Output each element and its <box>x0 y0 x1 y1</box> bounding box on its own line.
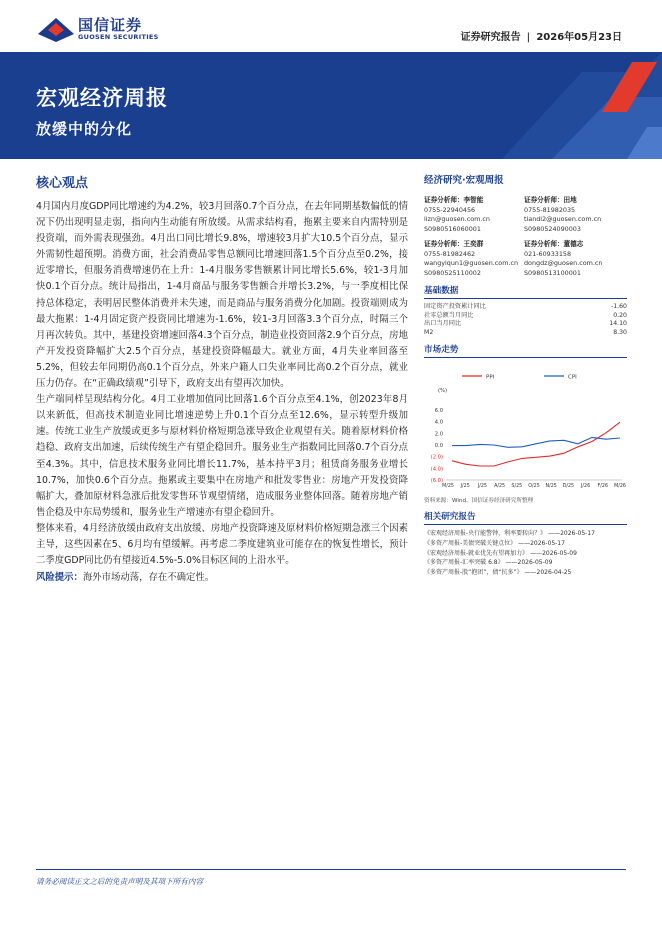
footer-disclaimer: 请务必阅读正文之后的免责声明及其项下所有内容 <box>36 877 204 886</box>
banner-decoration-graphic <box>442 52 662 159</box>
analyst-card <box>524 240 627 278</box>
ppi-cpi-chart-svg <box>424 362 627 494</box>
series-title: 经济研究·宏观周报 <box>424 175 504 186</box>
legend-label-ppi: PPI <box>486 374 495 381</box>
x-tick-label: S/25 <box>511 484 523 490</box>
related-reports-list <box>424 529 627 577</box>
analyst-phone: 021-60933158 <box>524 249 572 258</box>
basic-data-label: M2 <box>424 328 434 336</box>
analyst-name: 证券分析师：王奕群 <box>424 240 484 248</box>
guosen-logo-icon <box>38 16 74 42</box>
analyst-phone: 0755-22940456 <box>424 205 476 214</box>
x-tick-label: M/26 <box>614 484 626 490</box>
chart-source: 资料来源：Wind、国信证券经济研究所整理 <box>424 498 534 505</box>
related-reports-title: 相关研究报告 <box>424 510 627 525</box>
body-paragraph: 生产端同样呈现结构分化。4月工业增加值同比回落1.6个百分点至4.1%，创2023年8月以来新低，但高技术制造业同比增速逆势上升0.1个百分点至12.6%，显示转型升级加速。传统工业生产放缓或更多与原材料价格短期急涨导致企业观望有关。随着原材料价格趋稳、政府支出加速，后续传统生产有望企稳回升。服务业生产指数同比回落0.7个百分点至4.3%。其中，信息技术服务业同比增长11.7%，基本持平3月；租赁商务服务业增长10.7%，加快0.6个百分点。拖累或主要集中在房地产和批发零售业：房地产开发投资降幅扩大，叠加原材料急涨后批发零售环节观望情绪，造成服务业整体回落。随着房地产销售企稳及中东局势缓和，服务业生产增速亦有望企稳回升。 <box>36 394 408 518</box>
y-tick-label: 6.0 <box>434 408 443 415</box>
basic-data-label: 出口当月同比 <box>424 320 462 328</box>
y-tick-label: (6.0) <box>430 478 443 485</box>
related-report-item[interactable]: 《多资产周报-美债突破关键点位》 ——2026-05-17 <box>424 539 565 547</box>
x-tick-label: J/25 <box>460 484 470 490</box>
basic-data-label: 固定资产投资累计同比 <box>424 303 486 310</box>
basic-data-label: 社零总额当月同比 <box>424 311 474 319</box>
body-paragraph: 整体来看，4月经济放缓由政府支出放缓、房地产投资降速及原材料价格短期急涨三个因素主导，这些因素在5、6月均有望缓解。再考虑二季度建筑业可能存在的恢复性增长，预计二季度GDP同比仍有望接近4.5%-5.0%目标区间的上沿水平。 <box>36 522 408 567</box>
analyst-name: 证券分析师：田地 <box>524 196 577 204</box>
brand-name-cn: 国信证券 <box>78 16 143 34</box>
analyst-email[interactable]: wangyiqun1@guosen.com.cn <box>424 259 519 267</box>
analyst-email[interactable]: dongdz@guosen.com.cn <box>524 259 603 267</box>
series-line-cpi <box>452 438 620 448</box>
basic-data-value: 14.10 <box>609 320 627 328</box>
analyst-card <box>524 196 627 234</box>
title-banner <box>0 52 662 159</box>
x-tick-label: F/26 <box>597 484 609 490</box>
related-report-item[interactable]: 《宏观经济周报-就业优先有望再加力》 ——2026-05-09 <box>424 549 577 557</box>
analyst-name: 证券分析师：董德志 <box>524 240 584 248</box>
basic-data-row <box>424 320 627 329</box>
x-tick-label: J/25 <box>477 484 487 490</box>
x-tick-label: J/26 <box>581 484 591 490</box>
risk-warning <box>36 570 408 586</box>
x-tick-label: N/25 <box>545 484 557 490</box>
brand-name-en: GUOSEN SECURITIES <box>78 33 159 41</box>
related-report-item[interactable]: 《多资产周报-汇率突破 6.8》 ——2026-05-09 <box>424 559 553 567</box>
main-content <box>36 172 408 586</box>
analyst-license: S0980525110002 <box>424 268 481 277</box>
report-type: 证券研究报告 <box>460 32 521 43</box>
analyst-list <box>424 196 627 278</box>
basic-data-table <box>424 303 627 337</box>
legend-label-cpi: CPI <box>568 374 577 381</box>
analyst-name: 证券分析师：李智能 <box>424 196 484 204</box>
y-tick-label: 2.0 <box>434 431 443 438</box>
x-tick-label: M/25 <box>442 484 454 490</box>
risk-label: 风险提示： <box>36 572 83 584</box>
y-tick-label: 0.0 <box>434 443 443 450</box>
y-tick-label: 4.0 <box>434 420 443 427</box>
analyst-phone: 0755-81982462 <box>424 249 476 258</box>
header-meta <box>461 28 622 43</box>
ppi-cpi-chart <box>424 362 627 494</box>
analyst-card <box>424 196 524 234</box>
related-report-item[interactable]: 《宏观经济周报-央行能警钟，利率要转向？》 ——2026-05-17 <box>424 530 595 538</box>
y-tick-label: (2.0) <box>430 455 443 462</box>
analyst-license: S0980513100001 <box>524 268 581 277</box>
analyst-email[interactable]: tiandi2@guosen.com.cn <box>524 215 602 223</box>
report-subtitle: 放缓中的分化 <box>36 120 133 138</box>
body-paragraph: 4月国内月度GDP同比增速约为4.2%，较3月回落0.7个百分点，在去年同期基数偏低的情况下仍出现明显走弱，指向内生动能有所放缓。从需求结构看，拖累主要来自内需特别是投资端，而外需表现强劲。4月出口同比增长9.8%，增速较3月扩大10.5个百分点，显示外需韧性超预期。消费方面，社会消费品零售总额同比增速回落1.5个百分点至0.2%，接近零增长，但服务消费增速仍在上升：1-4月服务零售额累计同比增长5.6%，较1-3月加快0.1个百分点。统计局指出，1-4月商品与服务零售额合并增长3.2%，与一季度相比保持总体稳定，表明居民整体消费并未失速，而是商品与服务消费分化加剧。投资端则成为最大拖累：1-4月固定资产投资同比增速为-1.6%，较1-3月回落3.3个百分点，时隔三个月再次转负。其中，基建投资增速回落4.3个百分点，制造业投资回落2.9个百分点，房地产开发投资降幅扩大2.5个百分点，基建投资降幅最大。就业方面，4月失业率回落至5.2%，但较去年同期仍高0.1个百分点，外来户籍人口失业率同比高0.2个百分点，就业压力仍存。在“正确政绩观”引导下，政府支出有望再次加快。 <box>36 201 408 390</box>
analyst-phone: 0755-81982035 <box>524 205 576 214</box>
analyst-email[interactable]: lizn@guosen.com.cn <box>424 215 490 223</box>
report-title: 宏观经济周报 <box>36 86 168 110</box>
x-tick-label: O/25 <box>528 484 540 490</box>
y-tick-label: (4.0) <box>430 466 443 473</box>
footer-divider <box>36 869 626 870</box>
risk-text: 海外市场动荡，存在不确定性。 <box>82 572 215 584</box>
y-axis-label: (%) <box>438 388 447 395</box>
basic-data-value: 0.20 <box>613 311 627 319</box>
basic-data-row <box>424 329 627 338</box>
basic-data-row <box>424 312 627 321</box>
related-report-item[interactable]: 《多资产周报-股“抱团”，债“抗多”》 ——2026-04-25 <box>424 568 572 576</box>
analyst-license: S0980524090003 <box>524 224 581 233</box>
report-header <box>0 0 662 52</box>
basic-data-value: 8.30 <box>613 328 627 336</box>
basic-data-row <box>424 303 627 312</box>
market-trend-title: 市场走势 <box>424 343 627 358</box>
analyst-card <box>424 240 524 278</box>
guosen-logo <box>38 14 178 44</box>
x-tick-label: A/25 <box>494 484 506 490</box>
sidebar <box>424 172 627 577</box>
analyst-license: S0980516060001 <box>424 224 481 233</box>
header-divider: | <box>526 32 531 43</box>
x-tick-label: D/25 <box>562 484 575 490</box>
basic-data-value: -1.60 <box>610 303 627 310</box>
report-date: 2026年05月23日 <box>536 32 622 43</box>
basic-data-title: 基础数据 <box>424 284 627 299</box>
section-title-core-view: 核心观点 <box>36 176 89 191</box>
